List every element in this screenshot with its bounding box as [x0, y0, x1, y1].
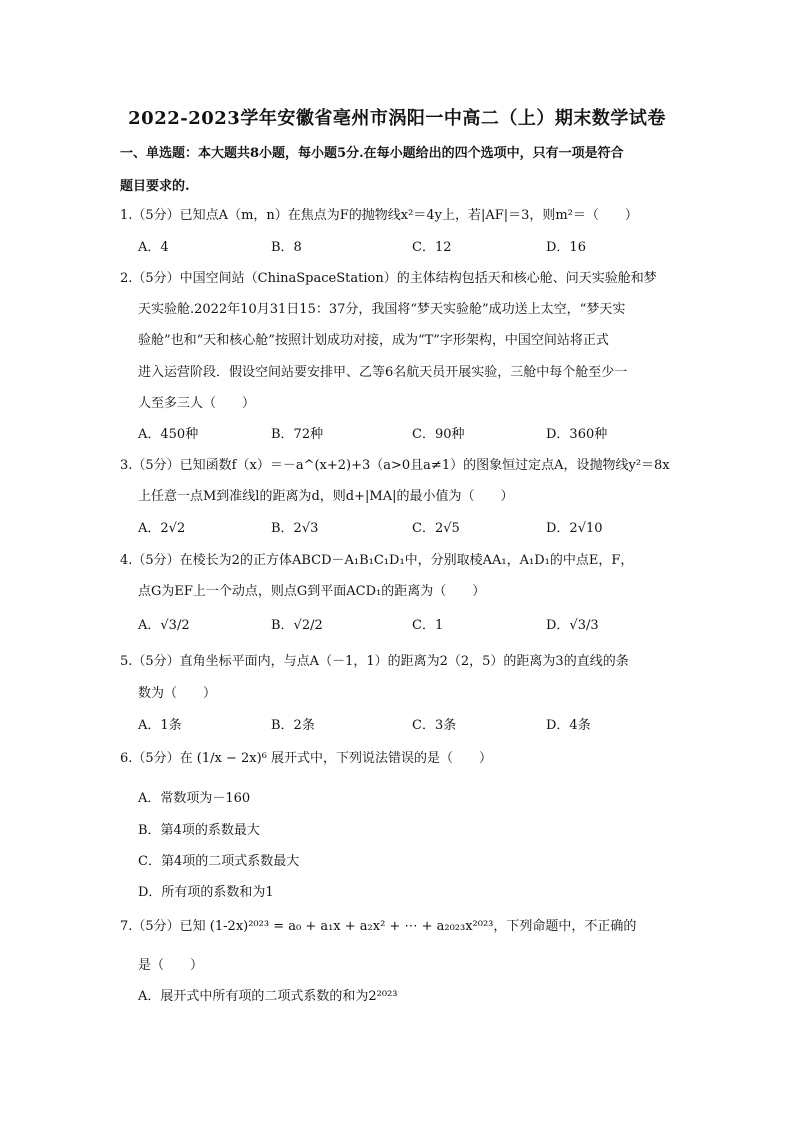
q6-option-b[interactable]: B．第4项的系数最大 [138, 823, 260, 838]
q2-option-d[interactable]: D．360种 [546, 427, 608, 442]
q4-option-b[interactable]: B．√2/2 [271, 618, 323, 633]
question-1-text: 1.（5分）已知点A（m，n）在焦点为F的抛物线x²＝4y上，若|AF|＝3，则m²＝（ ） [120, 208, 638, 223]
question-4-line-2: 点G为EF上一个动点，则点G到平面ACD₁的距离为（ ） [138, 584, 486, 599]
section-heading-line-2: 题目要求的. [120, 179, 190, 194]
question-2-line-1: 2.（5分）中国空间站（ChinaSpaceStation）的主体结构包括天和核心舱、问天实验舱和梦 [120, 271, 657, 286]
q6-option-c[interactable]: C．第4项的二项式系数最大 [138, 854, 300, 869]
q2-option-c[interactable]: C．90种 [412, 427, 465, 442]
q5-option-d[interactable]: D．4条 [546, 718, 591, 733]
q1-option-b[interactable]: B．8 [271, 240, 302, 255]
question-2-line-2: 天实验舱.2022年10月31日15：37分，我国将“梦天实验舱”成功送上太空，“梦天实 [138, 302, 626, 317]
q3-option-d[interactable]: D．2√10 [546, 521, 603, 536]
question-2-line-4: 进入运营阶段．假设空间站要安排甲、乙等6名航天员开展实验，三舱中每个舱至少一 [138, 365, 628, 380]
q3-option-b[interactable]: B．2√3 [271, 521, 319, 536]
q5-option-c[interactable]: C．3条 [412, 718, 457, 733]
q6-option-a[interactable]: A．常数项为－160 [138, 791, 251, 806]
question-3-line-1: 3.（5分）已知函数f（x）＝－a^(x+2)+3（a>0且a≠1）的图象恒过定点A，设抛物线y²＝8x [120, 458, 670, 473]
q1-option-c[interactable]: C．12 [412, 240, 452, 255]
question-7-line-2: 是（ ） [138, 958, 204, 973]
q3-option-a[interactable]: A．2√2 [138, 521, 186, 536]
q4-option-a[interactable]: A．√3/2 [138, 618, 190, 633]
q4-option-c[interactable]: C．1 [412, 618, 444, 633]
section-heading-line-1: 一、单选题：本大题共8小题，每小题5分.在每小题给出的四个选项中，只有一项是符合 [120, 146, 624, 161]
question-3-line-2: 上任意一点M到准线l的距离为d，则d+|MA|的最小值为（ ） [138, 489, 514, 504]
q5-option-a[interactable]: A．1条 [138, 718, 182, 733]
q2-option-b[interactable]: B．72种 [271, 427, 324, 442]
question-2-line-3: 验舱”也和“天和核心舱”按照计划成功对接，成为“T”字形架构，中国空间站将正式 [138, 333, 609, 348]
page-title: 2022-2023学年安徽省亳州市涡阳一中高二（上）期末数学试卷 [128, 108, 666, 129]
question-4-line-1: 4.（5分）在棱长为2的正方体ABCD－A₁B₁C₁D₁中，分别取棱AA₁，A₁D₁的中点E，F， [120, 553, 634, 568]
q6-option-d[interactable]: D．所有项的系数和为1 [138, 885, 274, 900]
question-6-text: 6.（5分）在 (1/x − 2x)⁶ 展开式中，下列说法错误的是（ ） [120, 751, 493, 766]
q1-option-a[interactable]: A．4 [138, 240, 169, 255]
q1-option-d[interactable]: D．16 [546, 240, 586, 255]
q7-option-a[interactable]: A．展开式中所有项的二项式系数的和为2²⁰²³ [138, 989, 398, 1004]
question-5-line-1: 5.（5分）直角坐标平面内，与点A（－1，1）的距离为2（2，5）的距离为3的直线的条 [120, 654, 629, 669]
q4-option-d[interactable]: D．√3/3 [546, 618, 599, 633]
q5-option-b[interactable]: B．2条 [271, 718, 315, 733]
question-7-line-1: 7.（5分）已知 (1-2x)²⁰²³ = a₀ + a₁x + a₂x² + ⋯ + a₂₀₂₃x²⁰²³，下列命题中，不正确的 [120, 919, 637, 934]
q3-option-c[interactable]: C．2√5 [412, 521, 460, 536]
question-2-line-5: 人至多三人（ ） [138, 396, 256, 411]
q2-option-a[interactable]: A．450种 [138, 427, 199, 442]
question-5-line-2: 数为（ ） [138, 686, 217, 701]
